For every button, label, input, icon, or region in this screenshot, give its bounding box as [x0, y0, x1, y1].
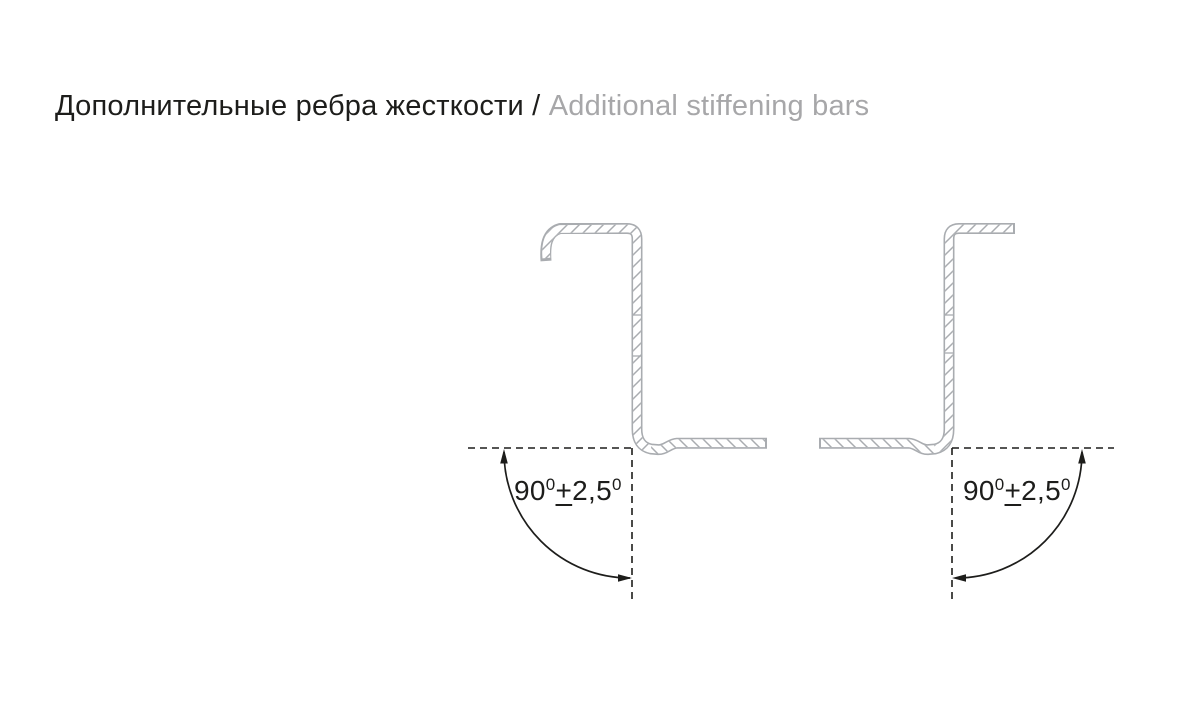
angle-tolerance: 2,5 — [572, 475, 612, 506]
left-arrow-right-icon — [618, 574, 632, 581]
left-profile-hatch-flange — [620, 425, 800, 475]
left-angle-label — [514, 475, 622, 507]
angle-base: 90 — [963, 475, 995, 506]
angle-tolerance-degree: 0 — [612, 475, 622, 494]
right-profile-section — [790, 200, 1090, 480]
angle-base-degree: 0 — [545, 475, 556, 494]
title-english: Additional stiffening bars — [548, 90, 870, 122]
title-separator: / — [523, 90, 549, 122]
angle-base-degree: 0 — [994, 475, 1005, 494]
title-russian: Дополнительные ребра жесткости — [55, 90, 524, 122]
plus-minus-sign: + — [555, 475, 573, 506]
angle-tolerance: 2,5 — [1021, 475, 1061, 506]
right-angle-label — [963, 475, 1071, 507]
right-arrow-left-icon — [952, 574, 966, 581]
angle-base: 90 — [514, 475, 546, 506]
right-profile-hatch-flange — [790, 425, 970, 475]
angle-tolerance-degree: 0 — [1061, 475, 1071, 494]
left-profile-section — [500, 200, 800, 480]
plus-minus-sign: + — [1004, 475, 1022, 506]
